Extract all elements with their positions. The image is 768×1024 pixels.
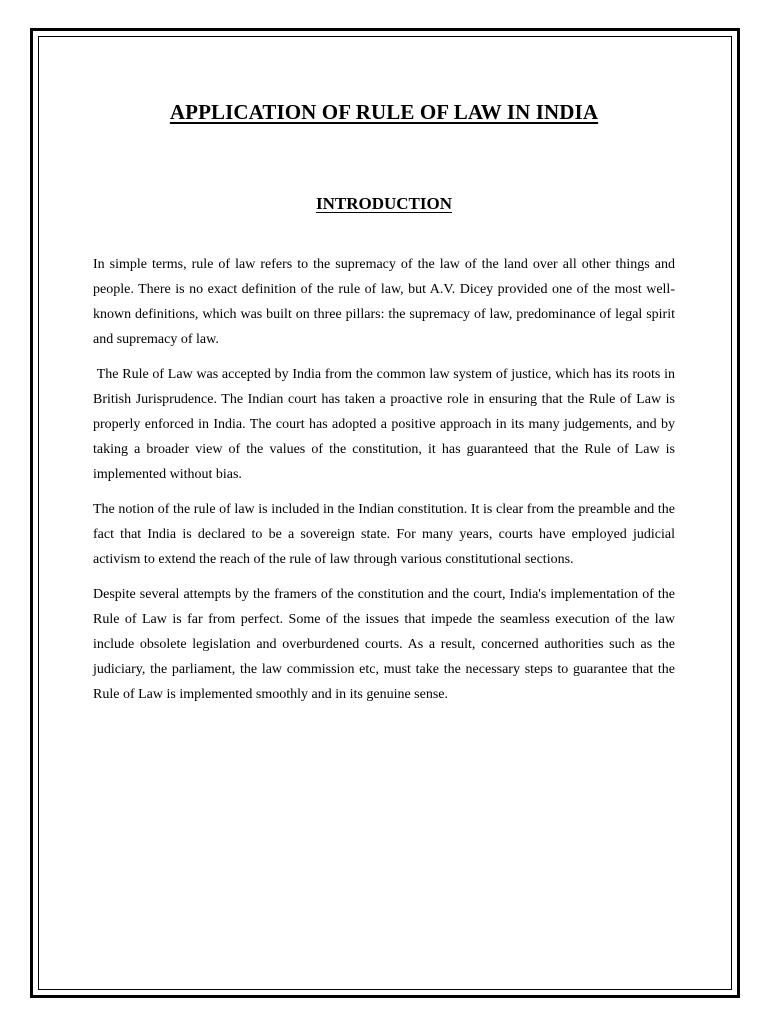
paragraph-4: Despite several attempts by the framers of the constitution and the court, India's implementation of the Rule of Law is far from perfect. Some of the issues that impede the seamless execution of the law include obsolete legislation and overburdened courts. As a result, concerned authorities such as the judiciary, the parliament, the law commission etc, must take the necessary steps to guarantee that the Rule of Law is implemented smoothly and in its genuine sense. [93,587,675,702]
section-heading: INTRODUCTION [315,194,453,213]
paragraph-2: The Rule of Law was accepted by India from the common law system of justice, which has its roots in British Jurisprudence. The Indian court has taken a proactive role in ensuring that the Rule of Law is properly enforced in India. The court has adopted a positive approach in its many judgements, and by taking a broader view of the values of the constitution, it has guaranteed that the Rule of Law is implemented without bias. [93,367,679,482]
paragraph-3: The notion of the rule of law is included in the Indian constitution. It is clear from the preamble and the fact that India is declared to be a sovereign state. For many years, courts have employed judicial activism to extend the reach of the rule of law through various constitutional sections. [93,502,675,567]
document-body [93,252,679,717]
paragraph-1: In simple terms, rule of law refers to the supremacy of the law of the land over all other things and people. There is no exact definition of the rule of law, but A.V. Dicey provided one of the most well-known definitions, which was built on three pillars: the supremacy of law, predominance of legal spirit and supremacy of law. [93,257,675,347]
document-title: APPLICATION OF RULE OF LAW IN INDIA [169,100,599,124]
